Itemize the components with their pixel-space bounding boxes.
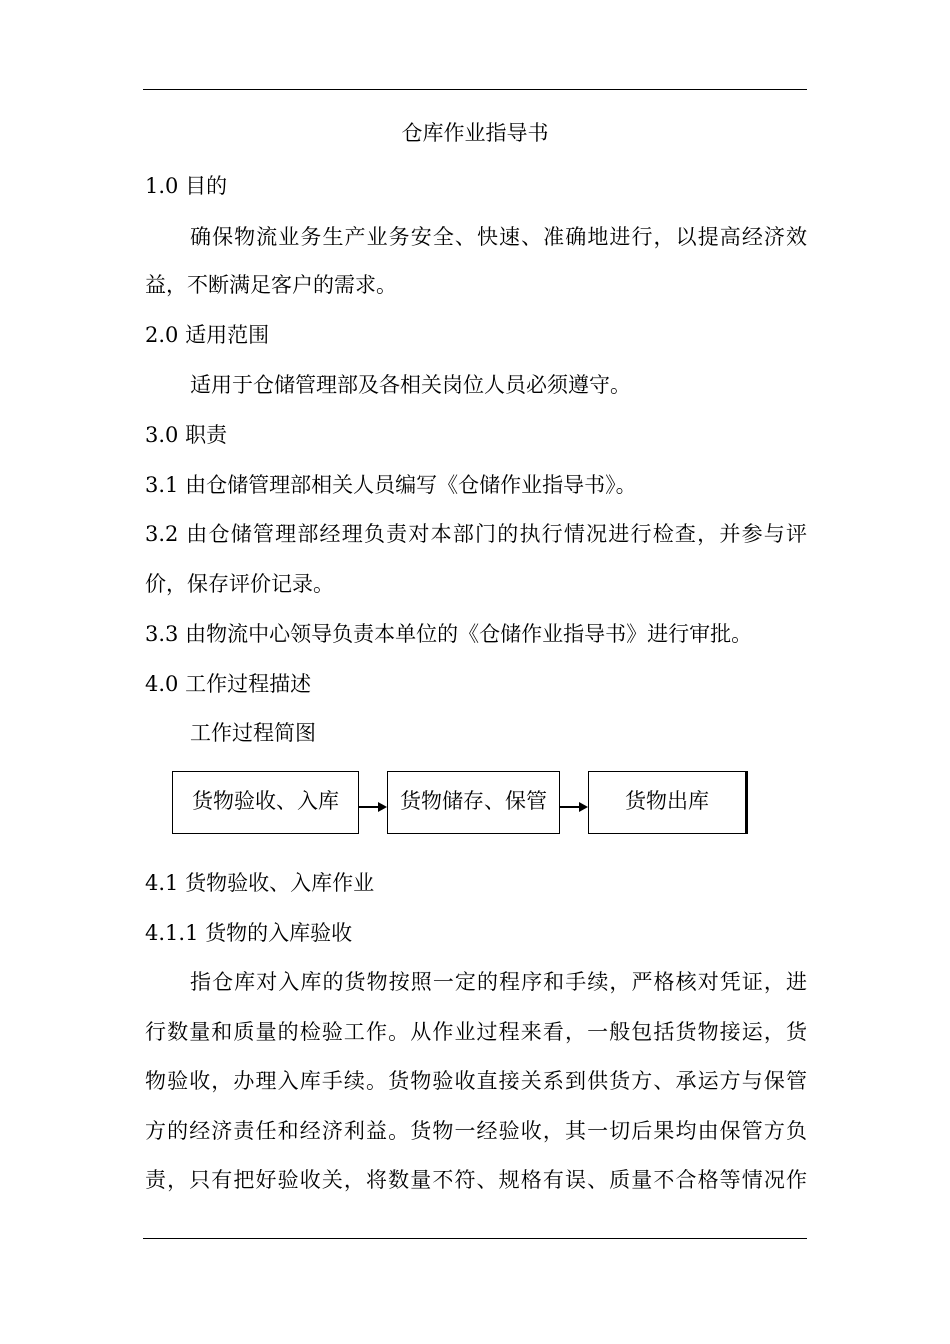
section-3-heading: 3.0 职责 bbox=[145, 423, 228, 447]
section-4-1-1-body-line-4: 方的经济责任和经济利益。货物一经验收，其一切后果均由保管方负 bbox=[145, 1119, 807, 1143]
section-4-1-1: 4.1.1 货物的入库验收 bbox=[145, 921, 353, 945]
flow-step-shipping bbox=[588, 771, 748, 834]
section-4-1-1-body-line-2: 行数量和质量的检验工作。从作业过程来看，一般包括货物接运，货 bbox=[145, 1020, 807, 1044]
section-1-body-line-2: 益，不断满足客户的需求。 bbox=[145, 273, 397, 297]
header-rule bbox=[143, 89, 807, 90]
section-3-1: 3.1 由仓储管理部相关人员编写《仓储作业指导书》。 bbox=[145, 473, 637, 497]
section-2-heading: 2.0 适用范围 bbox=[145, 323, 270, 347]
flow-step-receiving bbox=[172, 771, 359, 834]
section-4-1: 4.1 货物验收、入库作业 bbox=[145, 871, 375, 895]
section-3-2-line-1: 3.2 由仓储管理部经理负责对本部门的执行情况进行检查，并参与评 bbox=[145, 522, 807, 546]
flow-step-label: 货物出库 bbox=[625, 789, 709, 813]
section-3-2-line-2: 价，保存评价记录。 bbox=[145, 572, 334, 596]
flow-step-label: 货物储存、保管 bbox=[400, 789, 547, 813]
footer-rule bbox=[143, 1238, 807, 1239]
section-4-1-1-body-line-5: 责，只有把好验收关，将数量不符、规格有误、质量不合格等情况作 bbox=[145, 1168, 807, 1192]
flow-step-storage bbox=[387, 771, 560, 834]
flow-arrow-2 bbox=[560, 802, 588, 812]
section-1-body-line-1: 确保物流业务生产业务安全、快速、准确地进行，以提高经济效 bbox=[190, 225, 807, 249]
section-3-3: 3.3 由物流中心领导负责本单位的《仓储作业指导书》进行审批。 bbox=[145, 622, 753, 646]
section-2-body: 适用于仓储管理部及各相关岗位人员必须遵守。 bbox=[190, 373, 631, 397]
flow-arrow-1 bbox=[359, 802, 387, 812]
section-1-heading: 1.0 目的 bbox=[145, 174, 228, 198]
section-4-1-1-body-line-3: 物验收，办理入库手续。货物验收直接关系到供货方、承运方与保管 bbox=[145, 1069, 807, 1093]
flow-step-label: 货物验收、入库 bbox=[192, 789, 339, 813]
section-4-1-1-body-line-1: 指仓库对入库的货物按照一定的程序和手续，严格核对凭证，进 bbox=[190, 970, 807, 994]
diagram-caption: 工作过程简图 bbox=[190, 721, 316, 745]
section-4-heading: 4.0 工作过程描述 bbox=[145, 672, 312, 696]
document-title: 仓库作业指导书 bbox=[401, 121, 549, 145]
